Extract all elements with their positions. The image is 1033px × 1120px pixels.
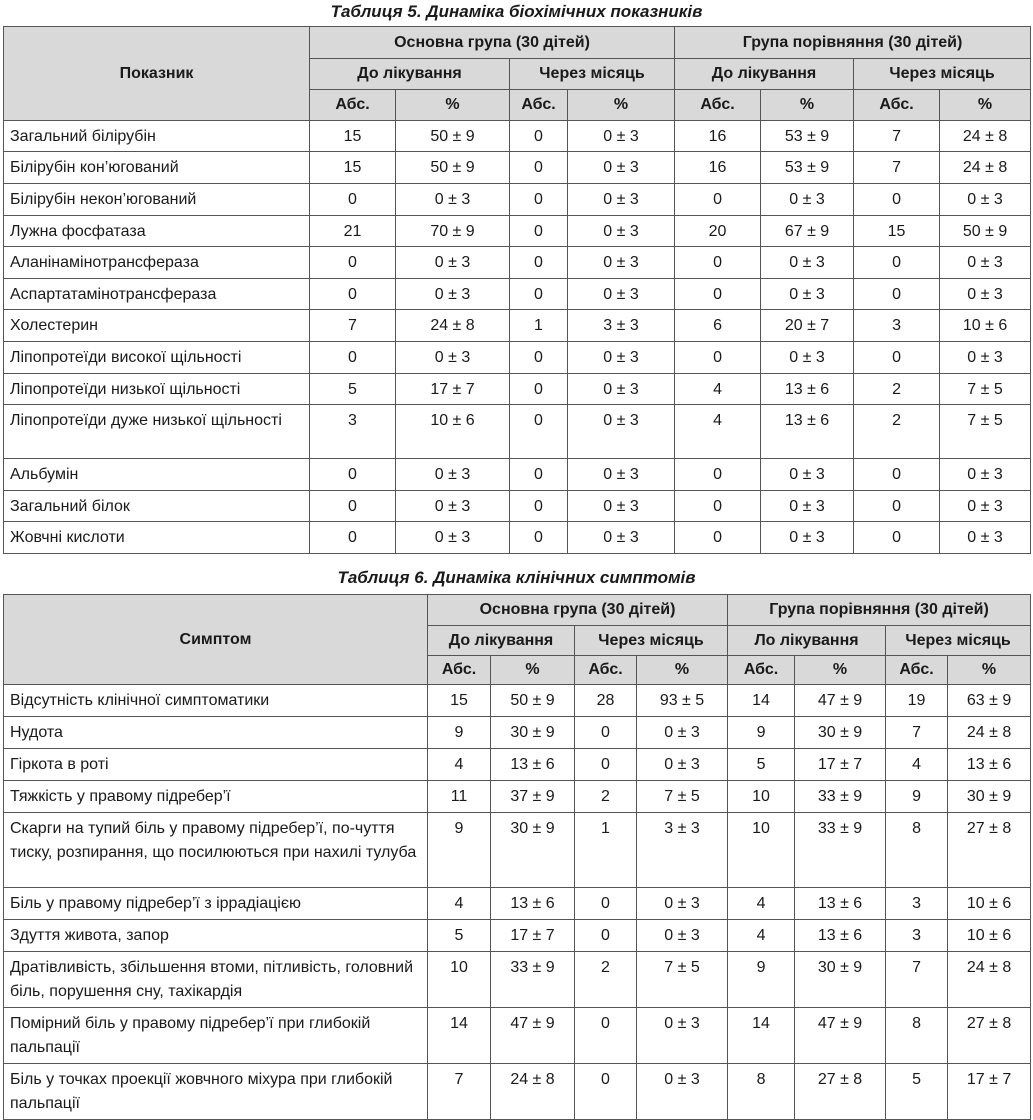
table-row	[4, 152, 1031, 184]
pct-value-cell: 13 ± 6	[761, 374, 854, 405]
pct-value-cell: 24 ± 8	[940, 152, 1031, 184]
pct-value-cell: 0 ± 3	[940, 522, 1031, 554]
row-label: Ліпопротеїди високої щільності	[4, 342, 310, 374]
table-row	[4, 952, 1031, 1008]
abs-value-cell: 3	[886, 888, 948, 920]
abs-value-cell: 0	[510, 491, 568, 522]
row-label: Дратівливість, збільшення втоми, пітливість, головний біль, порушення сну, тахікардія	[4, 952, 428, 1008]
abs-value-cell: 0	[510, 121, 568, 152]
abs-value-cell: 19	[886, 685, 948, 717]
pct-header: %	[795, 656, 886, 685]
table-row	[4, 374, 1031, 405]
comparison-before-header: Ло лікування	[728, 626, 886, 656]
main-after-header: Через місяць	[510, 59, 675, 90]
pct-value-cell: 50 ± 9	[396, 152, 510, 184]
pct-value-cell: 30 ± 9	[795, 717, 886, 749]
pct-value-cell: 0 ± 3	[568, 121, 675, 152]
pct-value-cell: 13 ± 6	[948, 749, 1031, 781]
pct-value-cell: 33 ± 9	[795, 781, 886, 813]
pct-value-cell: 17 ± 7	[948, 1064, 1031, 1120]
pct-header: %	[568, 90, 675, 121]
abs-value-cell: 0	[854, 491, 940, 522]
pct-value-cell: 17 ± 7	[491, 920, 575, 952]
abs-value-cell: 0	[510, 247, 568, 279]
abs-value-cell: 0	[854, 247, 940, 279]
abs-value-cell: 4	[675, 405, 761, 459]
abs-value-cell: 4	[728, 920, 795, 952]
pct-value-cell: 0 ± 3	[568, 152, 675, 184]
pct-header: %	[491, 656, 575, 685]
main-group-header: Основна група (30 дітей)	[428, 595, 728, 626]
pct-header: %	[637, 656, 728, 685]
abs-value-cell: 0	[510, 152, 568, 184]
main-before-header: До лікування	[428, 626, 575, 656]
pct-value-cell: 30 ± 9	[491, 813, 575, 888]
table-row	[4, 184, 1031, 216]
row-label: Біль у правому підребер’ї з іррадіацією	[4, 888, 428, 920]
indicator-header: Показник	[4, 27, 310, 121]
pct-value-cell: 7 ± 5	[940, 405, 1031, 459]
pct-value-cell: 0 ± 3	[396, 491, 510, 522]
abs-value-cell: 4	[728, 888, 795, 920]
abs-value-cell: 0	[310, 522, 396, 554]
comparison-group-header: Група порівняння (30 дітей)	[675, 27, 1031, 59]
row-label: Білірубін некон’югований	[4, 184, 310, 216]
pct-value-cell: 30 ± 9	[795, 952, 886, 1008]
pct-value-cell: 0 ± 3	[761, 279, 854, 310]
abs-header: Абс.	[428, 656, 491, 685]
abs-header: Абс.	[510, 90, 568, 121]
table-row	[4, 522, 1031, 554]
abs-value-cell: 4	[428, 749, 491, 781]
abs-value-cell: 6	[675, 310, 761, 342]
pct-value-cell: 0 ± 3	[568, 374, 675, 405]
pct-value-cell: 13 ± 6	[795, 888, 886, 920]
abs-value-cell: 7	[886, 952, 948, 1008]
pct-value-cell: 10 ± 6	[940, 310, 1031, 342]
pct-value-cell: 0 ± 3	[396, 522, 510, 554]
row-label: Біль у точках проекції жовчного міхура при глибокій пальпації	[4, 1064, 428, 1120]
abs-value-cell: 28	[575, 685, 637, 717]
abs-value-cell: 0	[575, 717, 637, 749]
pct-value-cell: 67 ± 9	[761, 216, 854, 247]
table-row	[4, 310, 1031, 342]
row-label: Альбумін	[4, 459, 310, 491]
abs-value-cell: 0	[575, 920, 637, 952]
pct-value-cell: 0 ± 3	[568, 405, 675, 459]
pct-value-cell: 0 ± 3	[637, 1008, 728, 1064]
row-label: Відсутність клінічної симптоматики	[4, 685, 428, 717]
abs-value-cell: 0	[510, 216, 568, 247]
pct-value-cell: 0 ± 3	[637, 920, 728, 952]
abs-value-cell: 0	[510, 342, 568, 374]
abs-value-cell: 1	[575, 813, 637, 888]
row-label: Лужна фосфатаза	[4, 216, 310, 247]
pct-value-cell: 30 ± 9	[491, 717, 575, 749]
abs-value-cell: 2	[854, 405, 940, 459]
table-row	[4, 121, 1031, 152]
table5-caption: Таблиця 5. Динаміка біохімічних показників	[330, 2, 703, 21]
pct-value-cell: 0 ± 3	[568, 279, 675, 310]
abs-value-cell: 0	[310, 279, 396, 310]
abs-value-cell: 14	[428, 1008, 491, 1064]
abs-value-cell: 0	[675, 279, 761, 310]
row-label: Помірний біль у правому підребер’ї при глибокій пальпації	[4, 1008, 428, 1064]
pct-value-cell: 0 ± 3	[568, 522, 675, 554]
pct-value-cell: 20 ± 7	[761, 310, 854, 342]
pct-value-cell: 13 ± 6	[491, 888, 575, 920]
abs-value-cell: 9	[428, 813, 491, 888]
abs-value-cell: 0	[510, 279, 568, 310]
abs-value-cell: 7	[854, 152, 940, 184]
pct-value-cell: 0 ± 3	[761, 247, 854, 279]
pct-value-cell: 70 ± 9	[396, 216, 510, 247]
pct-value-cell: 50 ± 9	[940, 216, 1031, 247]
pct-value-cell: 0 ± 3	[761, 491, 854, 522]
abs-value-cell: 0	[310, 342, 396, 374]
main-after-header: Через місяць	[575, 626, 728, 656]
pct-value-cell: 0 ± 3	[637, 888, 728, 920]
abs-value-cell: 4	[428, 888, 491, 920]
abs-value-cell: 8	[886, 1008, 948, 1064]
pct-value-cell: 47 ± 9	[491, 1008, 575, 1064]
abs-value-cell: 9	[428, 717, 491, 749]
pct-value-cell: 27 ± 8	[948, 813, 1031, 888]
pct-value-cell: 10 ± 6	[948, 888, 1031, 920]
pct-value-cell: 24 ± 8	[940, 121, 1031, 152]
abs-value-cell: 21	[310, 216, 396, 247]
pct-value-cell: 10 ± 6	[396, 405, 510, 459]
pct-value-cell: 7 ± 5	[940, 374, 1031, 405]
abs-value-cell: 8	[728, 1064, 795, 1120]
abs-value-cell: 0	[510, 522, 568, 554]
abs-value-cell: 0	[510, 405, 568, 459]
pct-value-cell: 0 ± 3	[761, 459, 854, 491]
pct-header: %	[396, 90, 510, 121]
table-row	[4, 247, 1031, 279]
abs-value-cell: 5	[428, 920, 491, 952]
abs-value-cell: 15	[854, 216, 940, 247]
comparison-group-header: Група порівняння (30 дітей)	[728, 595, 1031, 626]
abs-value-cell: 0	[510, 459, 568, 491]
abs-value-cell: 0	[675, 184, 761, 216]
table-row	[4, 717, 1031, 749]
abs-value-cell: 4	[675, 374, 761, 405]
pct-header: %	[761, 90, 854, 121]
abs-value-cell: 3	[854, 310, 940, 342]
abs-value-cell: 10	[728, 781, 795, 813]
row-label: Жовчні кислоти	[4, 522, 310, 554]
abs-value-cell: 4	[886, 749, 948, 781]
main-group-header: Основна група (30 дітей)	[310, 27, 675, 59]
table-row	[4, 1064, 1031, 1120]
row-label: Здуття живота, запор	[4, 920, 428, 952]
pct-value-cell: 0 ± 3	[637, 749, 728, 781]
abs-value-cell: 0	[575, 888, 637, 920]
abs-value-cell: 9	[728, 717, 795, 749]
abs-value-cell: 0	[675, 459, 761, 491]
table-row	[4, 491, 1031, 522]
abs-header: Абс.	[675, 90, 761, 121]
row-label: Аспартатамінотрансфераза	[4, 279, 310, 310]
pct-value-cell: 27 ± 8	[948, 1008, 1031, 1064]
abs-value-cell: 7	[854, 121, 940, 152]
pct-value-cell: 0 ± 3	[396, 459, 510, 491]
table-row	[4, 405, 1031, 459]
row-label: Скарги на тупий біль у правому підребер’ї, по-чуття тиску, розпирання, що посилюються при нахилі тулуба	[4, 813, 428, 888]
symptom-header: Симптом	[4, 595, 428, 685]
pct-value-cell: 0 ± 3	[568, 216, 675, 247]
pct-value-cell: 0 ± 3	[940, 459, 1031, 491]
pct-value-cell: 0 ± 3	[568, 247, 675, 279]
abs-value-cell: 9	[728, 952, 795, 1008]
clinical-symptoms-table	[3, 594, 1031, 1120]
abs-value-cell: 0	[510, 184, 568, 216]
abs-value-cell: 0	[310, 459, 396, 491]
pct-value-cell: 0 ± 3	[940, 184, 1031, 216]
abs-value-cell: 1	[510, 310, 568, 342]
table-row	[4, 279, 1031, 310]
abs-value-cell: 0	[854, 459, 940, 491]
comparison-after-header: Через місяць	[854, 59, 1031, 90]
pct-value-cell: 0 ± 3	[761, 184, 854, 216]
pct-value-cell: 0 ± 3	[396, 247, 510, 279]
row-label: Білірубін кон’югований	[4, 152, 310, 184]
pct-value-cell: 33 ± 9	[491, 952, 575, 1008]
pct-value-cell: 50 ± 9	[396, 121, 510, 152]
abs-value-cell: 0	[310, 184, 396, 216]
pct-value-cell: 0 ± 3	[637, 717, 728, 749]
abs-value-cell: 0	[310, 247, 396, 279]
pct-value-cell: 13 ± 6	[795, 920, 886, 952]
pct-value-cell: 47 ± 9	[795, 685, 886, 717]
pct-value-cell: 0 ± 3	[396, 184, 510, 216]
pct-value-cell: 27 ± 8	[795, 1064, 886, 1120]
abs-value-cell: 0	[675, 342, 761, 374]
pct-value-cell: 0 ± 3	[761, 522, 854, 554]
table-row	[4, 749, 1031, 781]
abs-value-cell: 14	[728, 685, 795, 717]
pct-value-cell: 10 ± 6	[948, 920, 1031, 952]
row-label: Холестерин	[4, 310, 310, 342]
main-before-header: До лікування	[310, 59, 510, 90]
row-label: Загальний білок	[4, 491, 310, 522]
abs-value-cell: 15	[310, 121, 396, 152]
pct-value-cell: 24 ± 8	[491, 1064, 575, 1120]
pct-value-cell: 24 ± 8	[948, 717, 1031, 749]
abs-value-cell: 0	[310, 491, 396, 522]
comparison-before-header: До лікування	[675, 59, 854, 90]
pct-value-cell: 13 ± 6	[761, 405, 854, 459]
pct-value-cell: 7 ± 5	[637, 781, 728, 813]
pct-value-cell: 0 ± 3	[940, 247, 1031, 279]
abs-value-cell: 20	[675, 216, 761, 247]
pct-value-cell: 13 ± 6	[491, 749, 575, 781]
pct-value-cell: 17 ± 7	[795, 749, 886, 781]
abs-header: Абс.	[854, 90, 940, 121]
row-label: Ліпопротеїди дуже низької щільності	[4, 405, 310, 459]
row-label: Нудота	[4, 717, 428, 749]
abs-value-cell: 11	[428, 781, 491, 813]
abs-value-cell: 9	[886, 781, 948, 813]
abs-value-cell: 2	[854, 374, 940, 405]
table-row	[4, 216, 1031, 247]
abs-header: Абс.	[886, 656, 948, 685]
pct-value-cell: 24 ± 8	[948, 952, 1031, 1008]
abs-value-cell: 8	[886, 813, 948, 888]
row-label: Аланінамінотрансфераза	[4, 247, 310, 279]
pct-value-cell: 33 ± 9	[795, 813, 886, 888]
pct-value-cell: 7 ± 5	[637, 952, 728, 1008]
abs-value-cell: 15	[428, 685, 491, 717]
pct-value-cell: 0 ± 3	[396, 279, 510, 310]
row-label: Ліпопротеїди низької щільності	[4, 374, 310, 405]
biochemical-table	[3, 26, 1031, 554]
pct-value-cell: 93 ± 5	[637, 685, 728, 717]
pct-value-cell: 17 ± 7	[396, 374, 510, 405]
pct-value-cell: 0 ± 3	[761, 342, 854, 374]
abs-value-cell: 0	[575, 1008, 637, 1064]
table-row	[4, 459, 1031, 491]
pct-value-cell: 37 ± 9	[491, 781, 575, 813]
abs-value-cell: 0	[854, 522, 940, 554]
pct-value-cell: 0 ± 3	[568, 459, 675, 491]
pct-value-cell: 30 ± 9	[948, 781, 1031, 813]
abs-header: Абс.	[575, 656, 637, 685]
abs-value-cell: 7	[428, 1064, 491, 1120]
pct-value-cell: 63 ± 9	[948, 685, 1031, 717]
pct-value-cell: 3 ± 3	[637, 813, 728, 888]
abs-value-cell: 5	[728, 749, 795, 781]
abs-value-cell: 0	[575, 1064, 637, 1120]
pct-value-cell: 0 ± 3	[940, 342, 1031, 374]
abs-value-cell: 2	[575, 781, 637, 813]
table-row	[4, 920, 1031, 952]
abs-value-cell: 0	[675, 491, 761, 522]
abs-value-cell: 7	[310, 310, 396, 342]
abs-value-cell: 0	[854, 342, 940, 374]
table-row	[4, 888, 1031, 920]
abs-value-cell: 0	[675, 247, 761, 279]
row-label: Загальний білірубін	[4, 121, 310, 152]
pct-value-cell: 50 ± 9	[491, 685, 575, 717]
table-row	[4, 342, 1031, 374]
abs-value-cell: 0	[575, 749, 637, 781]
abs-header: Абс.	[310, 90, 396, 121]
abs-value-cell: 5	[310, 374, 396, 405]
pct-value-cell: 0 ± 3	[568, 491, 675, 522]
abs-value-cell: 10	[728, 813, 795, 888]
abs-value-cell: 0	[675, 522, 761, 554]
abs-header: Абс.	[728, 656, 795, 685]
abs-value-cell: 3	[886, 920, 948, 952]
pct-value-cell: 0 ± 3	[637, 1064, 728, 1120]
abs-value-cell: 10	[428, 952, 491, 1008]
abs-value-cell: 16	[675, 121, 761, 152]
pct-value-cell: 47 ± 9	[795, 1008, 886, 1064]
pct-header: %	[948, 656, 1031, 685]
pct-value-cell: 3 ± 3	[568, 310, 675, 342]
table-row	[4, 1008, 1031, 1064]
pct-header: %	[940, 90, 1031, 121]
table-row	[4, 781, 1031, 813]
abs-value-cell: 16	[675, 152, 761, 184]
abs-value-cell: 0	[510, 374, 568, 405]
table-row	[4, 813, 1031, 888]
abs-value-cell: 14	[728, 1008, 795, 1064]
abs-value-cell: 0	[854, 279, 940, 310]
abs-value-cell: 3	[310, 405, 396, 459]
abs-value-cell: 2	[575, 952, 637, 1008]
abs-value-cell: 5	[886, 1064, 948, 1120]
row-label: Гіркота в роті	[4, 749, 428, 781]
pct-value-cell: 0 ± 3	[940, 491, 1031, 522]
table6-caption: Таблиця 6. Динаміка клінічних симптомів	[337, 568, 696, 587]
pct-value-cell: 0 ± 3	[396, 342, 510, 374]
row-label: Тяжкість у правому підребер’ї	[4, 781, 428, 813]
pct-value-cell: 0 ± 3	[568, 184, 675, 216]
abs-value-cell: 0	[854, 184, 940, 216]
abs-value-cell: 15	[310, 152, 396, 184]
comparison-after-header: Через місяць	[886, 626, 1031, 656]
pct-value-cell: 53 ± 9	[761, 121, 854, 152]
table-row	[4, 685, 1031, 717]
pct-value-cell: 0 ± 3	[940, 279, 1031, 310]
pct-value-cell: 24 ± 8	[396, 310, 510, 342]
abs-value-cell: 7	[886, 717, 948, 749]
pct-value-cell: 0 ± 3	[568, 342, 675, 374]
pct-value-cell: 53 ± 9	[761, 152, 854, 184]
